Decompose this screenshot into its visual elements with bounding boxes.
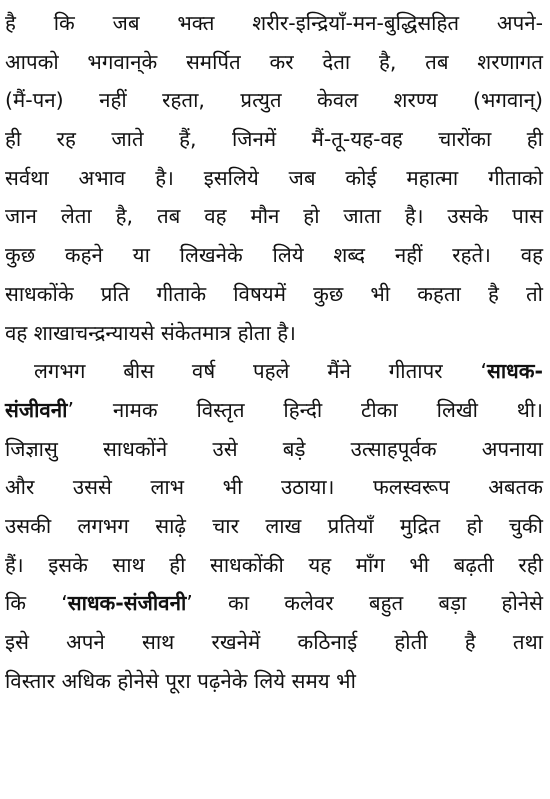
text-segment: कुछ कहने या लिखनेके लिये शब्द नहीं रहते। वह — [5, 243, 543, 268]
text-segment: इसे अपने साथ रखनेमें कठिनाई होती है तथा — [5, 630, 543, 654]
text-line — [5, 4, 543, 43]
text-line — [5, 430, 543, 469]
text-line — [5, 468, 543, 507]
text-segment: ही रह जाते हैं, जिनमें मैं-तू-यह-वह चारोंका ही — [5, 127, 543, 152]
text-segment: आपको भगवान्‌के समर्पित कर देता है, तब शरणागत — [5, 49, 543, 74]
text-segment: है कि जब भक्त शरीर-इन्द्रियाँ-मन-बुद्धिसहित अपने- — [5, 11, 543, 35]
text-segment: और उससे लाभ भी उठाया। फलस्वरूप अबतक — [5, 475, 543, 500]
bold-text-segment: साधक- — [486, 359, 543, 384]
text-line — [5, 275, 543, 314]
text-segment: सर्वथा अभाव है। इसलिये जब कोई महात्मा गीताको — [5, 165, 543, 190]
text-segment: जान लेता है, तब वह मौन हो जाता है। उसके पास — [5, 204, 543, 229]
text-line — [5, 43, 543, 82]
text-line — [5, 314, 543, 353]
text-segment: उसकी लगभग साढ़े चार लाख प्रतियाँ मुद्रित हो चुकी — [5, 513, 543, 538]
text-segment: कि ‘ — [5, 591, 68, 616]
text-line — [5, 81, 543, 120]
text-line — [5, 391, 543, 430]
bold-text-segment: संजीवनी — [5, 397, 68, 422]
text-segment: ’ नामक विस्तृत हिन्दी टीका लिखी थी। — [67, 397, 543, 422]
text-line — [5, 507, 543, 546]
text-segment: जिज्ञासु साधकोंने उसे बड़े उत्साहपूर्वक अपनाया — [5, 436, 543, 461]
text-segment: लगभग बीस वर्ष पहले मैंने गीतापर ‘ — [34, 359, 487, 384]
text-segment: (मैं-पन) नहीं रहता, प्रत्युत केवल शरण्य (भगवान्) — [5, 88, 543, 113]
text-line — [5, 197, 543, 236]
text-segment: साधकोंके प्रति गीताके विषयमें कुछ भी कहता है तो — [5, 281, 543, 306]
text-line — [5, 662, 543, 701]
text-segment: ’ का कलेवर बहुत बड़ा होनेसे — [186, 591, 543, 616]
text-segment: वह शाखाचन्द्रन्यायसे संकेतमात्र होता है। — [5, 320, 296, 345]
text-line — [5, 584, 543, 623]
text-line — [5, 623, 543, 662]
bold-text-segment: साधक-संजीवनी — [67, 591, 187, 616]
text-line — [5, 352, 543, 391]
text-line — [5, 120, 543, 159]
text-segment: विस्तार अधिक होनेसे पूरा पढ़नेके लिये समय भी — [5, 668, 356, 693]
text-line — [5, 236, 543, 275]
text-line — [5, 546, 543, 585]
text-segment: हैं। इसके साथ ही साधकोंकी यह माँग भी बढ़ती रही — [5, 552, 543, 577]
page-text — [5, 4, 543, 700]
text-line — [5, 159, 543, 198]
